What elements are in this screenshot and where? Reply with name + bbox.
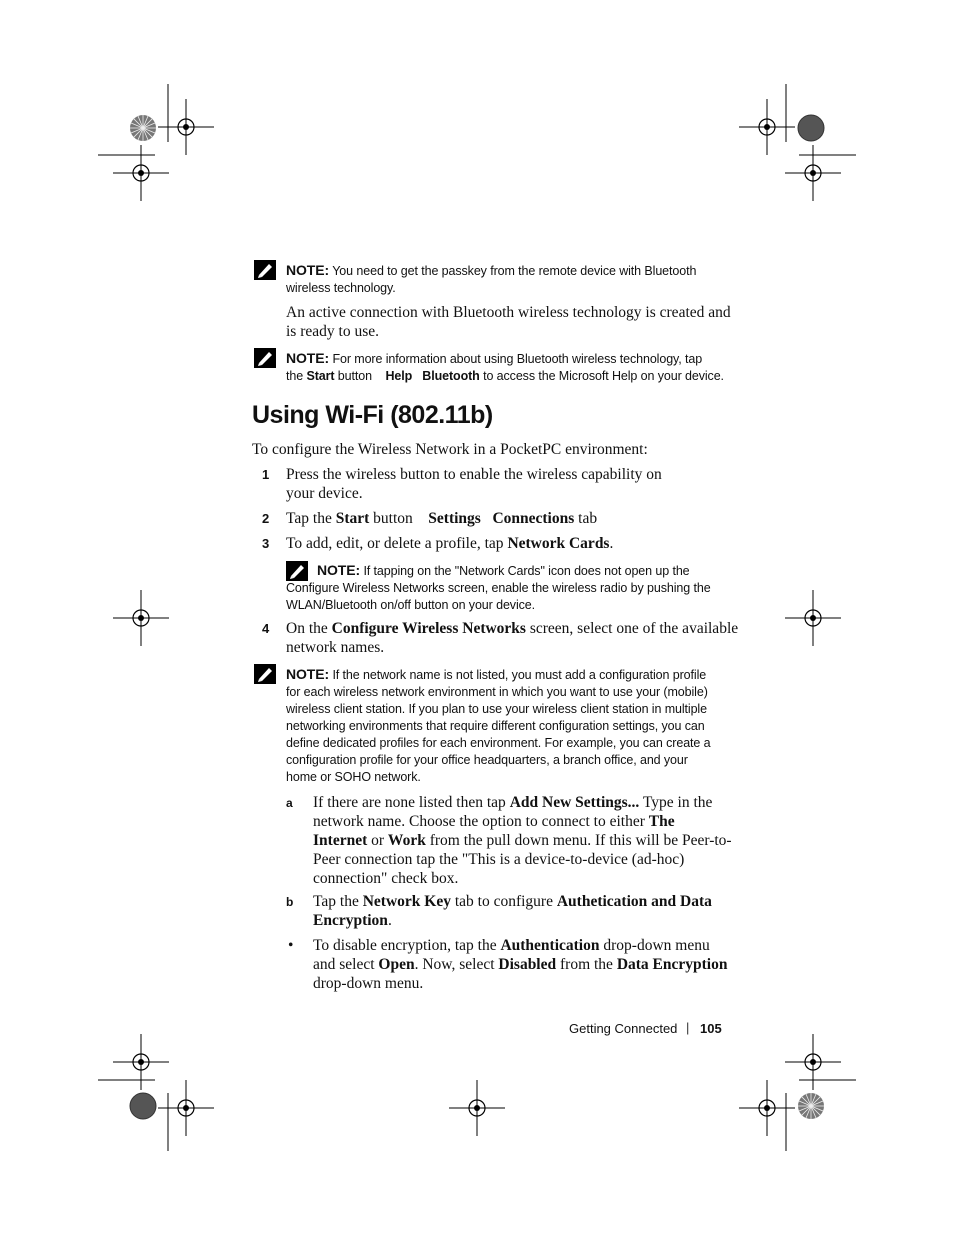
note-label: NOTE: — [317, 562, 361, 578]
note-network-cards: NOTE: If tapping on the "Network Cards" icon does not open up the Configure Wireless Networks screen, enable the wireless radio by pushing the WLAN/Bluetooth on/off button on your device. — [286, 562, 711, 612]
step-number: 2 — [262, 511, 270, 526]
substep-b-text: Tap the Network Key tab to configure Authetication and Data Encryption. — [313, 893, 712, 929]
step-number: 1 — [262, 467, 270, 482]
note-bluetooth-help: NOTE: For more information about using Bluetooth wireless technology, tap the Start button Help Bluetooth to access the Microsoft Help on your device. — [286, 350, 724, 383]
note-pencil-icon — [254, 664, 276, 684]
note-pencil-icon — [254, 348, 276, 368]
step-1-text: Press the wireless button to enable the wireless capability on your device. — [286, 466, 662, 502]
step-number: 4 — [262, 621, 270, 636]
note-pencil-icon — [254, 260, 276, 280]
note-configuration-profile: NOTE: If the network name is not listed, you must add a configuration profile for each wireless network environment in which you want to use your (mobile) wireless client station. If you plan to use your wireless client station in multiple networking environments that require different configuration settings, you can define dedicated profiles for each environment. For example, you can create a configuration profile for your office headquarters, a branch office, and your home or SOHO network. — [286, 666, 711, 784]
step-number: 3 — [262, 536, 270, 551]
substep-letter: b — [286, 895, 294, 909]
note-label: NOTE: — [286, 666, 330, 682]
footer-section-title: Getting Connected — [569, 1021, 678, 1036]
bullet-disable-encryption: To disable encryption, tap the Authentication drop-down menu and select Open. Now, select Disabled from the Data Encryption drop-down menu. — [313, 937, 728, 992]
bullet-mark: • — [288, 937, 294, 954]
page-number: 105 — [700, 1021, 722, 1036]
step-4-text: On the Configure Wireless Networks screen, select one of the available network names. — [286, 620, 739, 656]
step-3-text: To add, edit, or delete a profile, tap Network Cards. — [286, 535, 614, 552]
section-heading: Using Wi-Fi (802.11b) — [252, 401, 493, 429]
substep-a-text: If there are none listed then tap Add New Settings... Type in the network name. Choose the option to connect to either The Internet or Work from the pull down menu. If this will be Peer-to- Peer connection tap the "This is a device-to-device (ad-hoc) connection" check box. — [313, 794, 732, 887]
substep-letter: a — [286, 796, 293, 810]
intro-text: To configure the Wireless Network in a PocketPC environment: — [252, 441, 648, 458]
note-label: NOTE: — [286, 350, 330, 366]
note-label: NOTE: — [286, 262, 330, 278]
step-2-text: Tap the Start button Settings Connections tab — [286, 510, 598, 527]
footer-separator: | — [686, 1020, 690, 1035]
paragraph-active-connection: An active connection with Bluetooth wireless technology is created and is ready to use. — [286, 304, 731, 340]
note-bluetooth-passkey: NOTE: You need to get the passkey from the remote device with Bluetooth wireless technology. — [286, 262, 697, 295]
